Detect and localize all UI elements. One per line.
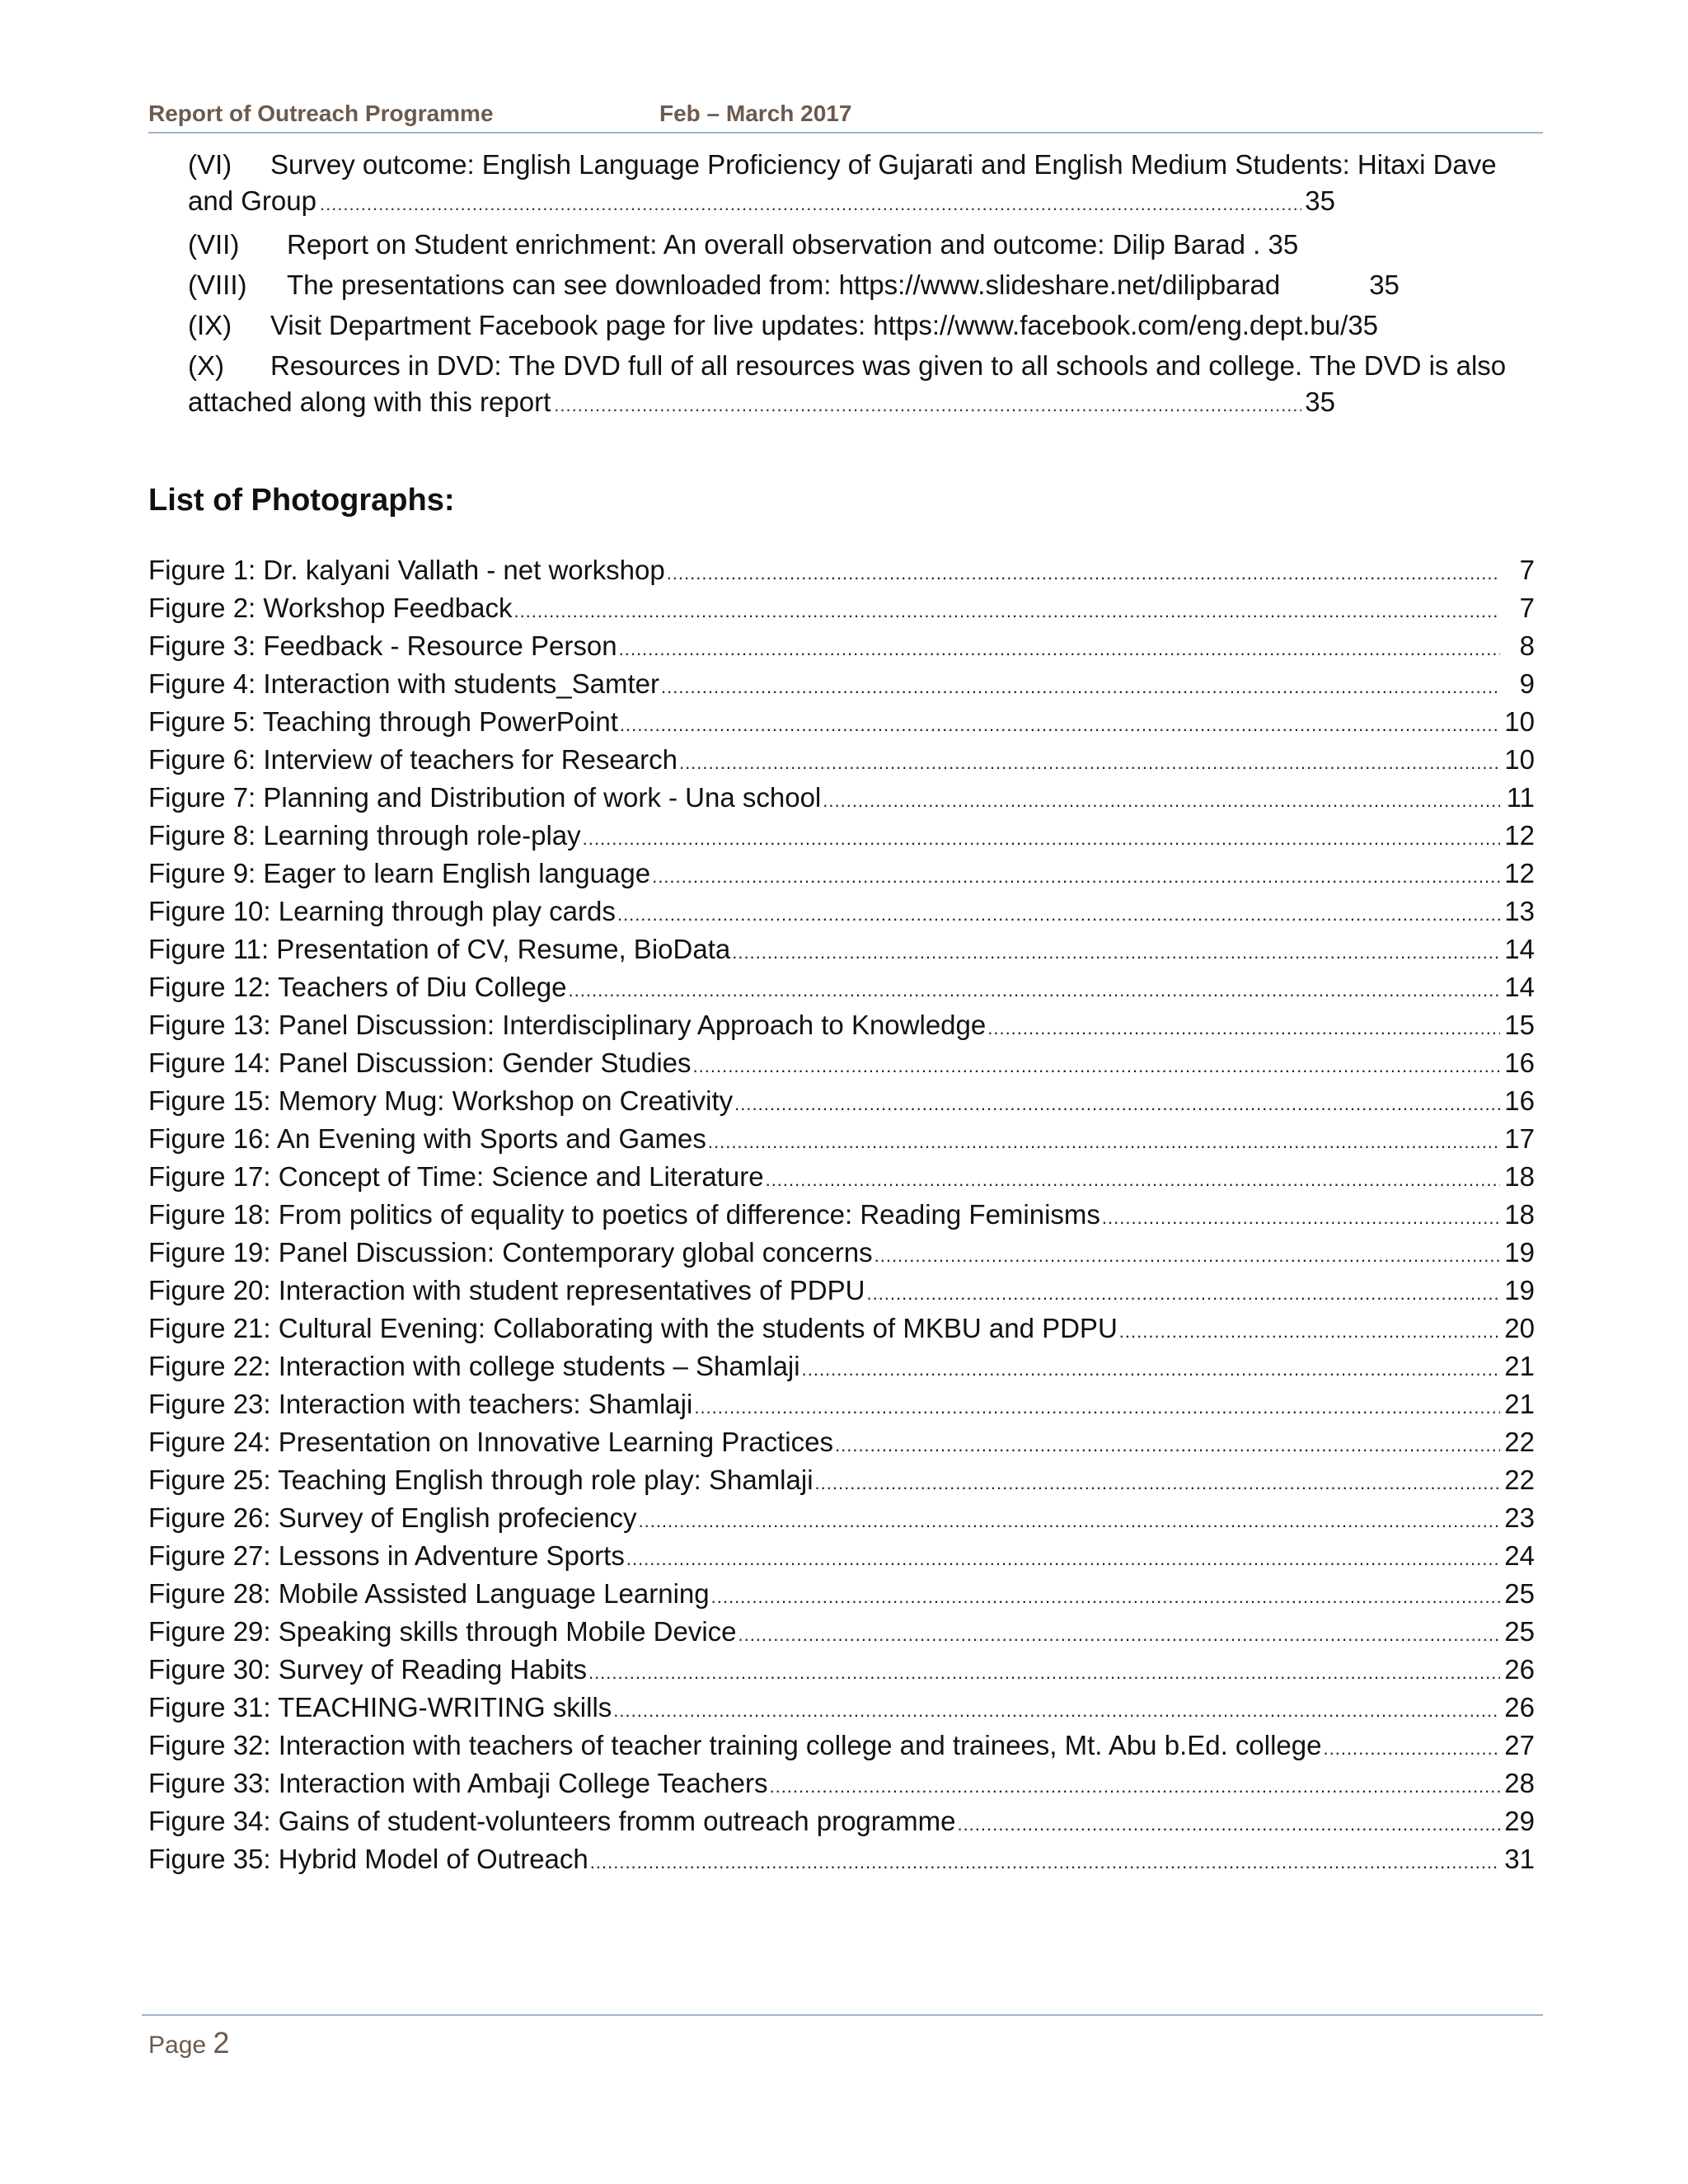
- dot-leader: [866, 1275, 1500, 1306]
- dot-leader: [652, 858, 1500, 889]
- figure-page: 7: [1519, 555, 1535, 585]
- figure-label: Figure 12: Teachers of Diu College: [148, 972, 567, 1002]
- figure-page: 14: [1504, 934, 1535, 964]
- figure-page: 14: [1504, 972, 1535, 1002]
- figure-entry[interactable]: [148, 668, 1535, 706]
- figure-entry[interactable]: [148, 1389, 1535, 1427]
- dot-leader: [734, 1085, 1500, 1117]
- figure-page: 24: [1504, 1540, 1535, 1571]
- figure-entry[interactable]: [148, 1844, 1535, 1882]
- page-label: Page: [148, 2032, 207, 2059]
- dot-leader: [679, 744, 1500, 776]
- dot-leader: [667, 555, 1500, 586]
- figure-page: 21: [1504, 1389, 1535, 1419]
- toc-item-page: 35: [1348, 310, 1379, 340]
- dot-leader: [513, 593, 1500, 624]
- toc-item-page: 35: [1369, 269, 1400, 300]
- report-title: Report of Outreach Programme: [148, 101, 494, 126]
- figure-page: 25: [1504, 1578, 1535, 1609]
- figure-label: Figure 17: Concept of Time: Science and Literature: [148, 1161, 764, 1192]
- toc-item-text: Resources in DVD: The DVD full of all resources was given to all schools and college. The DVD is also: [270, 350, 1507, 381]
- figure-entry[interactable]: [148, 1465, 1535, 1502]
- section-title: List of Photographs:: [148, 483, 455, 518]
- figure-entry[interactable]: [148, 1427, 1535, 1465]
- figure-entry[interactable]: [148, 630, 1535, 668]
- dot-leader: [619, 630, 1500, 662]
- figure-page: 22: [1504, 1427, 1535, 1457]
- toc-item-page: 35: [1305, 387, 1335, 417]
- dot-leader: [769, 1768, 1500, 1799]
- figure-label: Figure 32: Interaction with teachers of teacher training college and trainees, Mt. Abu b.Ed. college: [148, 1730, 1322, 1760]
- figure-entry[interactable]: [148, 555, 1535, 593]
- dot-leader: [987, 1010, 1500, 1041]
- figure-label: Figure 3: Feedback - Resource Person: [148, 630, 617, 661]
- dot-leader: [626, 1540, 1500, 1572]
- figure-entry[interactable]: [148, 1047, 1535, 1085]
- dot-leader: [694, 1389, 1500, 1420]
- figure-entry[interactable]: [148, 1010, 1535, 1047]
- figure-page: 23: [1504, 1502, 1535, 1533]
- figure-entry[interactable]: [148, 1540, 1535, 1578]
- figure-label: Figure 10: Learning through play cards: [148, 896, 616, 926]
- figure-entry[interactable]: [148, 1616, 1535, 1654]
- toc-item-page: 35: [1305, 185, 1335, 216]
- figure-entry[interactable]: [148, 1768, 1535, 1806]
- figure-label: Figure 18: From politics of equality to poetics of difference: Reading Feminisms: [148, 1199, 1100, 1230]
- figure-entry[interactable]: [148, 1085, 1535, 1123]
- dot-leader: [815, 1465, 1500, 1496]
- dot-leader: [802, 1351, 1500, 1382]
- figure-label: Figure 14: Panel Discussion: Gender Studies: [148, 1047, 692, 1078]
- toc-item-page: 35: [1268, 229, 1299, 260]
- figure-label: Figure 15: Memory Mug: Workshop on Creativity: [148, 1085, 734, 1116]
- figure-entry[interactable]: [148, 706, 1535, 744]
- figure-page: 21: [1504, 1351, 1535, 1381]
- dot-leader: [1102, 1199, 1500, 1230]
- figure-page: 10: [1504, 744, 1535, 775]
- figure-label: Figure 26: Survey of English profeciency: [148, 1502, 637, 1533]
- toc-item-number: (VIII): [188, 269, 247, 300]
- figure-label: Figure 35: Hybrid Model of Outreach: [148, 1844, 588, 1874]
- toc-item[interactable]: (VII) Report on Student enrichment: An overall observation and outcome: Dilip Barad . 35: [188, 227, 1533, 263]
- figure-label: Figure 11: Presentation of CV, Resume, BioData: [148, 934, 731, 964]
- figure-page: 27: [1504, 1730, 1535, 1760]
- dot-leader: [693, 1047, 1500, 1079]
- figure-page: 12: [1504, 820, 1535, 851]
- dot-leader: [588, 1654, 1500, 1685]
- dot-leader: [711, 1578, 1500, 1610]
- figure-page: 22: [1504, 1465, 1535, 1495]
- figure-entry[interactable]: [148, 593, 1535, 630]
- figure-entry[interactable]: [148, 934, 1535, 972]
- figure-entry[interactable]: [148, 1692, 1535, 1730]
- toc-continued: [188, 147, 1533, 428]
- figure-label: Figure 6: Interview of teachers for Research: [148, 744, 678, 775]
- toc-item-number: (IX): [188, 310, 232, 340]
- figure-label: Figure 4: Interaction with students_Samter: [148, 668, 659, 699]
- footer-divider: [142, 2014, 1543, 2016]
- figure-label: Figure 1: Dr. kalyani Vallath - net workshop: [148, 555, 665, 585]
- dot-leader: [554, 384, 1301, 424]
- figure-entry[interactable]: [148, 1237, 1535, 1275]
- figure-label: Figure 16: An Evening with Sports and Games: [148, 1123, 706, 1154]
- figure-page: 31: [1504, 1844, 1535, 1874]
- figure-entry[interactable]: [148, 1275, 1535, 1313]
- figure-page: 26: [1504, 1692, 1535, 1722]
- report-date: Feb – March 2017: [659, 101, 852, 126]
- page-footer: [148, 2026, 229, 2060]
- dot-leader: [638, 1502, 1500, 1534]
- figure-page: 19: [1504, 1237, 1535, 1268]
- dot-leader: [661, 668, 1500, 700]
- figure-label: Figure 27: Lessons in Adventure Sports: [148, 1540, 625, 1571]
- figure-entry[interactable]: [148, 1351, 1535, 1389]
- figure-entry[interactable]: [148, 1806, 1535, 1844]
- toc-item-text: Survey outcome: English Language Proficiency of Gujarati and English Medium Students: Hitaxi Dave: [270, 149, 1497, 180]
- figure-page: 18: [1504, 1199, 1535, 1230]
- dot-leader: [835, 1427, 1500, 1458]
- figure-entry[interactable]: [148, 896, 1535, 934]
- dot-leader: [766, 1161, 1500, 1193]
- figure-entry[interactable]: [148, 1199, 1535, 1237]
- figure-entry[interactable]: [148, 1502, 1535, 1540]
- figure-label: Figure 33: Interaction with Ambaji College Teachers: [148, 1768, 768, 1798]
- figure-entry[interactable]: [148, 858, 1535, 896]
- toc-item-text: Visit Department Facebook page for live updates: https://www.facebook.com/eng.dept.bu/: [270, 310, 1348, 340]
- figure-label: Figure 25: Teaching English through role play: Shamlaji: [148, 1465, 814, 1495]
- dot-leader: [708, 1123, 1500, 1155]
- figure-page: 17: [1504, 1123, 1535, 1154]
- figure-label: Figure 19: Panel Discussion: Contemporary global concerns: [148, 1237, 873, 1268]
- figure-page: 9: [1519, 668, 1535, 699]
- figure-label: Figure 21: Cultural Evening: Collaborating with the students of MKBU and PDPU: [148, 1313, 1118, 1343]
- dot-leader: [590, 1844, 1500, 1875]
- figure-label: Figure 34: Gains of student-volunteers fromm outreach programme: [148, 1806, 956, 1836]
- figure-entry[interactable]: [148, 820, 1535, 858]
- toc-item-number: (VI): [188, 149, 232, 180]
- figure-label: Figure 29: Speaking skills through Mobile Device: [148, 1616, 737, 1647]
- toc-item-text: Report on Student enrichment: An overall observation and outcome: Dilip Barad: [287, 229, 1246, 260]
- dot-leader: [732, 934, 1500, 965]
- toc-item[interactable]: [188, 267, 1533, 303]
- figure-page: 11: [1506, 782, 1535, 813]
- figure-entry[interactable]: [148, 782, 1535, 820]
- figure-page: 18: [1504, 1161, 1535, 1192]
- figure-entry[interactable]: [148, 1730, 1535, 1768]
- figure-page: 7: [1519, 593, 1535, 623]
- figure-entry[interactable]: [148, 1313, 1535, 1351]
- figure-page: 26: [1504, 1654, 1535, 1685]
- figure-label: Figure 30: Survey of Reading Habits: [148, 1654, 587, 1685]
- dot-leader: [583, 820, 1500, 851]
- figure-entry[interactable]: [148, 1161, 1535, 1199]
- page-number: 2: [213, 2026, 230, 2060]
- figure-entry[interactable]: [148, 1123, 1535, 1161]
- figure-label: Figure 8: Learning through role-play: [148, 820, 581, 851]
- figure-label: Figure 28: Mobile Assisted Language Learning: [148, 1578, 710, 1609]
- toc-item-text: The presentations can see downloaded from: https://www.slideshare.net/dilipbarad: [287, 269, 1281, 300]
- figure-page: 25: [1504, 1616, 1535, 1647]
- figure-entry[interactable]: [148, 1578, 1535, 1616]
- figure-entry[interactable]: [148, 744, 1535, 782]
- figure-page: 15: [1504, 1010, 1535, 1040]
- dot-leader: [617, 896, 1500, 927]
- dot-leader: [620, 706, 1500, 738]
- toc-item[interactable]: [188, 147, 1533, 223]
- toc-item[interactable]: [188, 307, 1533, 344]
- dot-leader: [738, 1616, 1500, 1647]
- figure-label: Figure 23: Interaction with teachers: Shamlaji: [148, 1389, 693, 1419]
- figure-page: 29: [1504, 1806, 1535, 1836]
- figure-label: Figure 13: Panel Discussion: Interdisciplinary Approach to Knowledge: [148, 1010, 987, 1040]
- figure-page: 16: [1504, 1047, 1535, 1078]
- figure-label: Figure 24: Presentation on Innovative Learning Practices: [148, 1427, 833, 1457]
- dot-leader: [320, 183, 1301, 223]
- page-header: [148, 97, 1543, 134]
- figure-label: Figure 7: Planning and Distribution of work - Una school: [148, 782, 822, 813]
- figure-label: Figure 9: Eager to learn English language: [148, 858, 651, 888]
- figure-page: 13: [1504, 896, 1535, 926]
- dot-leader: [823, 782, 1500, 813]
- figure-page: 20: [1504, 1313, 1535, 1343]
- toc-item[interactable]: [188, 348, 1533, 424]
- figure-page: 28: [1504, 1768, 1535, 1798]
- toc-item-number: (VII): [188, 229, 240, 260]
- toc-item-text-cont: and Group: [188, 185, 316, 216]
- figure-label: Figure 22: Interaction with college students – Shamlaji: [148, 1351, 800, 1381]
- dot-leader: [613, 1692, 1500, 1723]
- figure-page: 8: [1519, 630, 1535, 661]
- figure-page: 12: [1504, 858, 1535, 888]
- figure-label: Figure 20: Interaction with student representatives of PDPU: [148, 1275, 865, 1305]
- figure-page: 10: [1504, 706, 1535, 737]
- toc-item-number: (X): [188, 350, 224, 381]
- list-of-photographs: [148, 555, 1535, 1882]
- figure-label: Figure 31: TEACHING-WRITING skills: [148, 1692, 612, 1722]
- figure-entry[interactable]: [148, 972, 1535, 1010]
- dot-leader: [1119, 1313, 1500, 1344]
- figure-page: 19: [1504, 1275, 1535, 1305]
- dot-leader: [1324, 1730, 1501, 1761]
- dot-leader: [874, 1237, 1500, 1268]
- figure-label: Figure 2: Workshop Feedback: [148, 593, 513, 623]
- figure-label: Figure 5: Teaching through PowerPoint: [148, 706, 618, 737]
- figure-page: 16: [1504, 1085, 1535, 1116]
- toc-item-text-cont: attached along with this report: [188, 387, 551, 417]
- figure-entry[interactable]: [148, 1654, 1535, 1692]
- dot-leader: [569, 972, 1500, 1003]
- dot-leader: [957, 1806, 1500, 1837]
